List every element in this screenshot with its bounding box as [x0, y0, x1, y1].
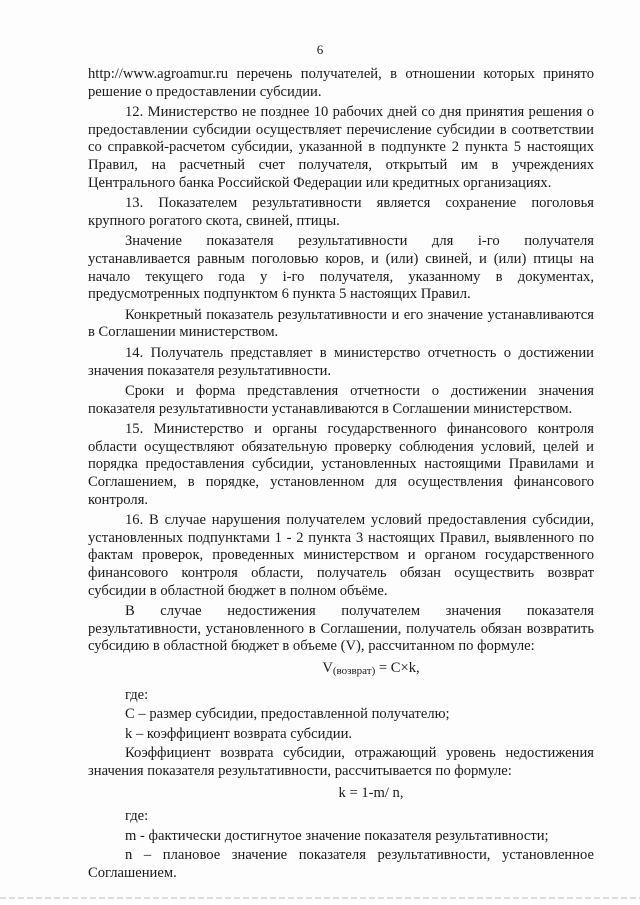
paragraph-recipients-list: http://www.agroamur.ru перечень получателей, в отношении которых принято решение о предоставлении субсидии.	[88, 66, 594, 100]
formula-coefficient: k = 1-m/ n,	[338, 784, 404, 801]
paragraph-14-terms: Сроки и форма представления отчетности о достижении значения показателя результативности устанавливаются в Соглашении министерством.	[88, 383, 594, 417]
formula-lhs: V	[322, 660, 333, 676]
scan-bottom-edge	[0, 897, 640, 899]
definition-m: m - фактически достигнутое значение показателя результативности;	[125, 827, 549, 844]
paragraph-16: 16. В случае нарушения получателем условий предоставления субсидии, установленных подпунктами 1 - 2 пункта 3 настоящих Правил, выявленного по фактам проверок, проведенных министерством и органом государственного финансового контроля области, получатель обязан осуществить возврат субсидии в областной бюджет в полном объёме.	[88, 512, 594, 599]
definition-n: n – плановое значение показателя результативности, установленное Соглашением.	[88, 847, 594, 881]
page-number: 6	[316, 42, 324, 57]
paragraph-13-agreement: Конкретный показатель результативности и его значение устанавливаются в Соглашении министерством.	[88, 306, 594, 341]
formula-subscript: (возврат)	[332, 665, 376, 677]
paragraph-13-value: Значение показателя результативности для i-го получателя устанавливается равным поголовью коров, и (или) свиней, и (или) птицы на начало текущего года у i-го получателя, указанному в документах, предусмотренных подпунктом 6 пункта 5 настоящих Правил.	[88, 233, 594, 303]
paragraph-coefficient: Коэффициент возврата субсидии, отражающий уровень недостижения значения показателя результативности, рассчитывается по формуле:	[88, 745, 594, 779]
where-label: где:	[125, 686, 149, 703]
paragraph-12: 12. Министерство не позднее 10 рабочих дней со дня принятия решения о предоставлении субсидии осуществляет перечисление субсидии в соответствии со справкой-расчетом субсидии, указанной в подпункте 2 пункта 5 настоящих Правил, на расчетный счет получателя, открытый им в учреждениях Центрального банка Российской Федерации или кредитных организациях.	[88, 104, 594, 191]
where-label-2: где:	[125, 808, 149, 825]
paragraph-15: 15. Министерство и органы государственного финансового контроля области осуществляют обязательную проверку соблюдения условий, целей и порядка предоставления субсидии, установленных настоящими Правилами и Соглашением, в порядке, установленном для осуществления финансового контроля.	[88, 421, 594, 508]
paragraph-14: 14. Получатель представляет в министерство отчетность о достижении значения показателя результативности.	[88, 344, 594, 379]
definition-k: k – коэффициент возврата субсидии.	[125, 725, 353, 742]
paragraph-16-shortfall: В случае недостижения получателем значения показателя результативности, установленного в Соглашении, получатель обязан возвратить субсидию в областной бюджет в объеме (V), рассчитанном по формуле:	[88, 603, 594, 655]
definition-c: C – размер субсидии, предоставленной получателю;	[125, 706, 450, 723]
formula-rhs: = C×k,	[375, 660, 420, 676]
document-body	[88, 66, 594, 885]
formula-refund-volume	[88, 660, 594, 681]
paragraph-13: 13. Показателем результативности является сохранение поголовья крупного рогатого скота, свиней, птицы.	[88, 195, 594, 229]
